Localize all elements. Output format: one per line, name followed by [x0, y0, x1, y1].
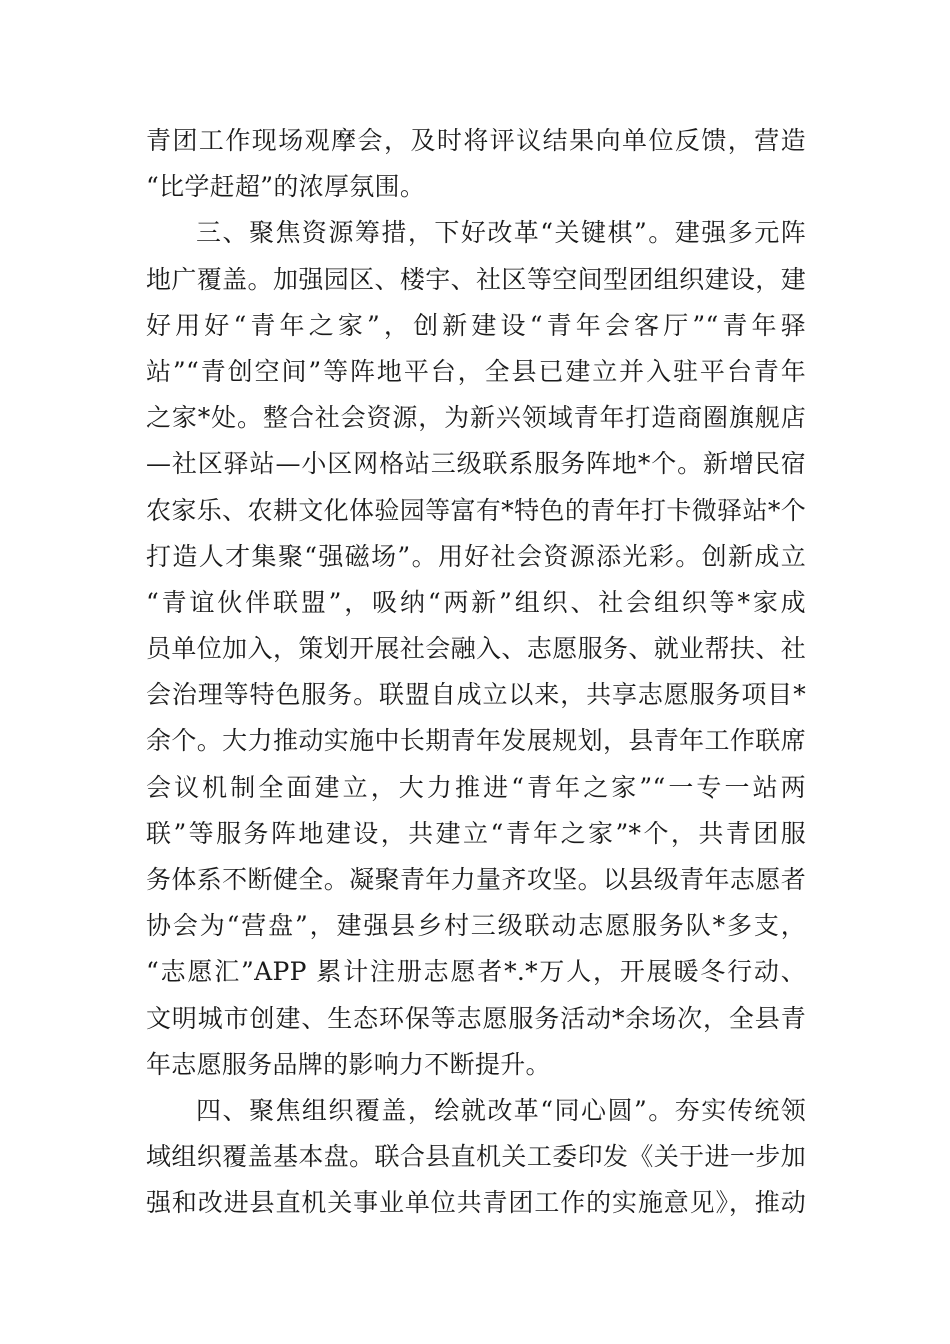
text-line: 员单位加入，策划开展社会融入、志愿服务、就业帮扶、社	[146, 634, 806, 664]
text-line: —社区驿站—小区网格站三级联系服务阵地*个。新增民宿	[146, 449, 806, 479]
text-line: 余个。大力推动实施中长期青年发展规划，县青年工作联席	[146, 726, 806, 756]
text-line: 联”等服务阵地建设，共建立“青年之家”*个，共青团服	[146, 818, 806, 848]
text-line: 年志愿服务品牌的影响力不断提升。	[146, 1049, 551, 1079]
section-heading-line: 三、聚焦资源筹措，下好改革“关键棋”。建强多元阵	[196, 218, 806, 248]
text-line: 打造人才集聚“强磁场”。用好社会资源添光彩。创新成立	[146, 541, 806, 571]
text-line: “比学赶超”的浓厚氛围。	[146, 172, 426, 202]
text-line: 会治理等特色服务。联盟自成立以来，共享志愿服务项目*	[146, 680, 806, 710]
text-line: 农家乐、农耕文化体验园等富有*特色的青年打卡微驿站*个	[146, 495, 806, 525]
text-line: 青团工作现场观摩会，及时将评议结果向单位反馈，营造	[146, 126, 806, 155]
text-line: 强和改进县直机关事业单位共青团工作的实施意见》，推动	[146, 1188, 806, 1218]
text-line: 站”“青创空间”等阵地平台，全县已建立并入驻平台青年	[146, 356, 806, 386]
text-line: 地广覆盖。加强园区、楼宇、社区等空间型团组织建设，建	[146, 264, 806, 294]
text-line: “青谊伙伴联盟”，吸纳“两新”组织、社会组织等*家成	[146, 587, 806, 617]
text-line: 务体系不断健全。凝聚青年力量齐攻坚。以县级青年志愿者	[146, 865, 806, 894]
section-heading-line: 四、聚焦组织覆盖，绘就改革“同心圆”。夯实传统领	[196, 1095, 806, 1125]
text-line: 好用好“青年之家”，创新建设“青年会客厅”“青年驿	[146, 310, 806, 340]
text-line: 域组织覆盖基本盘。联合县直机关工委印发《关于进一步加	[146, 1142, 806, 1172]
text-line: “志愿汇”APP 累计注册志愿者*.*万人，开展暖冬行动、	[146, 957, 806, 987]
text-line: 协会为“营盘”，建强县乡村三级联动志愿服务队*多支，	[146, 911, 806, 941]
document-body	[146, 118, 806, 1227]
text-line: 文明城市创建、生态环保等志愿服务活动*余场次，全县青	[146, 1003, 806, 1033]
text-line: 会议机制全面建立，大力推进“青年之家”“一专一站两	[146, 772, 806, 802]
text-line: 之家*处。整合社会资源，为新兴领域青年打造商圈旗舰店	[146, 403, 806, 433]
